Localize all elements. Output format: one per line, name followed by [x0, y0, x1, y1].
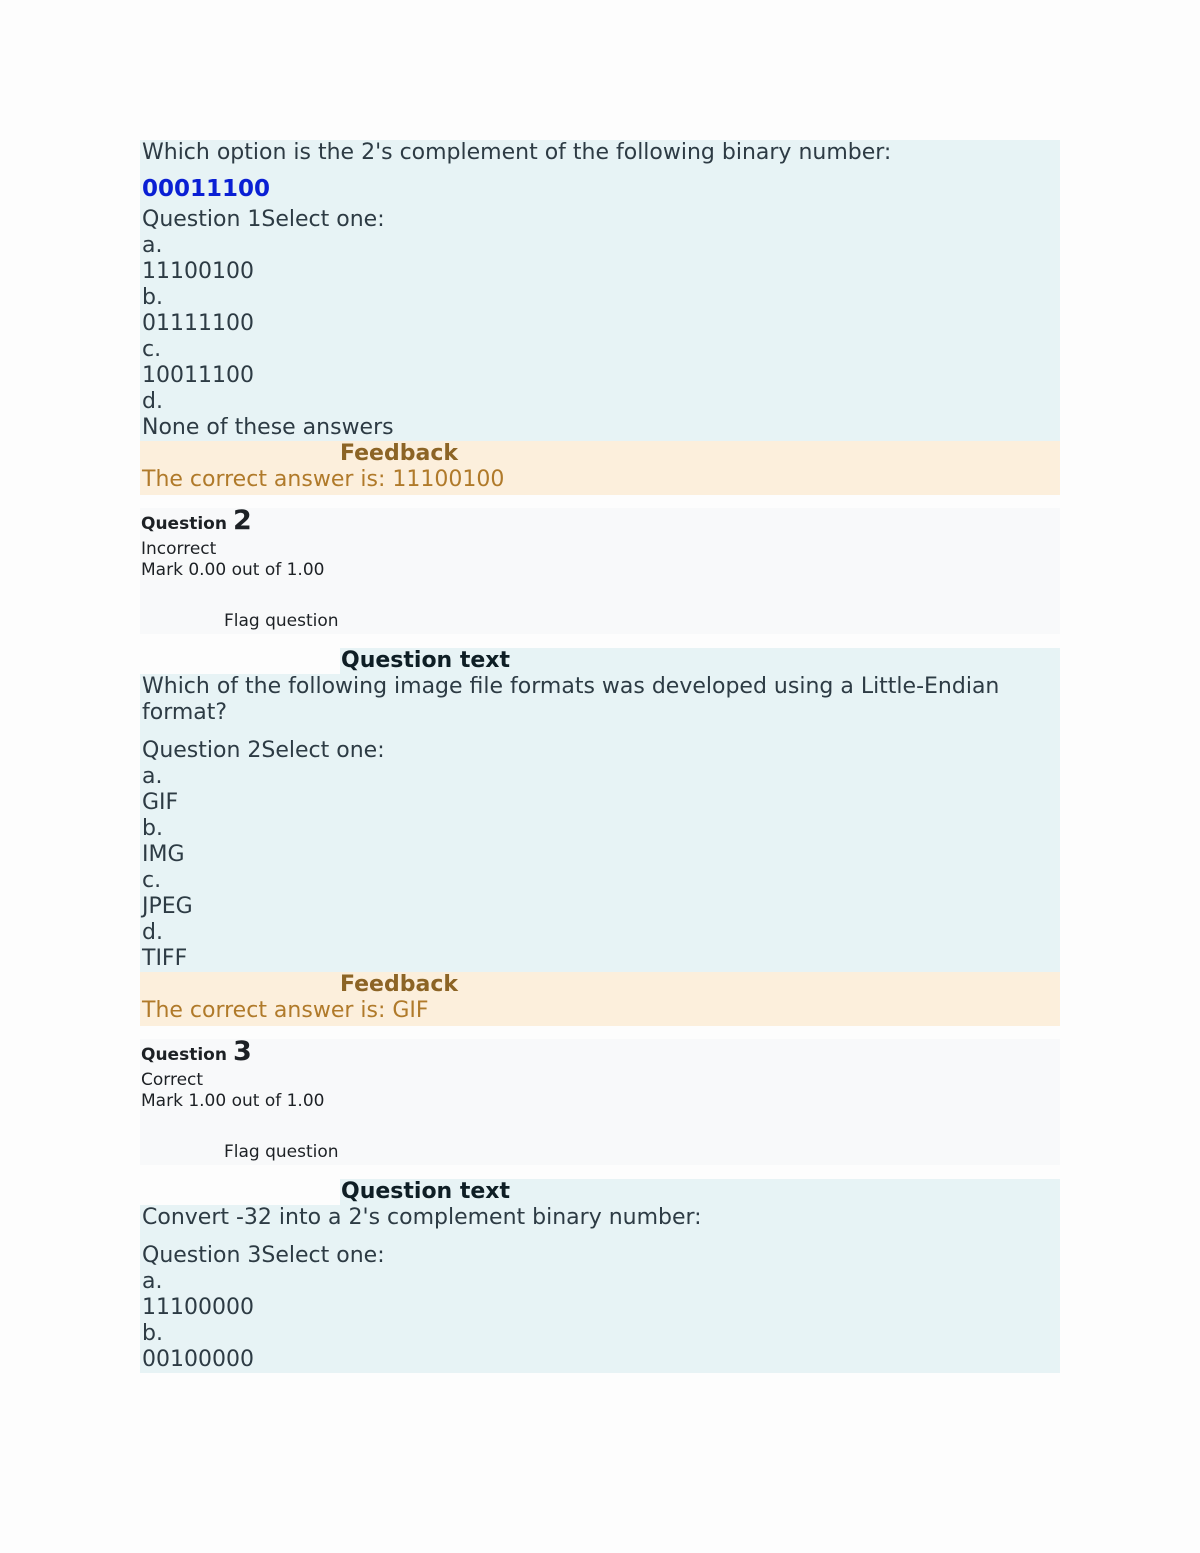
spacer — [142, 726, 1058, 738]
question-1-binary-number: 00011100 — [142, 176, 271, 202]
question-3-option-b-letter[interactable]: b. — [142, 1321, 163, 1346]
question-2-feedback — [140, 972, 1060, 1026]
question-3-label: Question — [141, 1045, 227, 1065]
question-2-info — [140, 505, 1060, 634]
question-2-prompt-line-1: Which of the following image file formats was developed using a Little-Endian — [142, 674, 1000, 699]
question-2-option-d-value[interactable]: TIFF — [142, 946, 188, 971]
question-3-prompt: Convert -32 into a 2's complement binary number: — [142, 1205, 702, 1230]
question-2-label: Question — [141, 514, 227, 534]
question-1-prompt: Which option is the 2's complement of the following binary number: — [142, 140, 892, 165]
question-2-option-d-letter[interactable]: d. — [142, 920, 163, 945]
question-3-select-label: Question 3Select one: — [142, 1243, 385, 1268]
question-3-number: 3 — [232, 1036, 252, 1067]
question-3-option-a-letter[interactable]: a. — [142, 1269, 163, 1294]
question-2-grade: Mark 0.00 out of 1.00 — [141, 560, 325, 580]
question-2-feedback-text: The correct answer is: GIF — [142, 998, 429, 1023]
question-1-option-c-value[interactable]: 10011100 — [142, 363, 254, 388]
question-3-flag-link[interactable]: Flag question — [224, 1142, 339, 1162]
question-2-text-heading-label: Question text — [341, 648, 511, 673]
question-3-text-heading — [340, 1179, 1060, 1205]
quiz-review-page — [140, 140, 1060, 1373]
question-2-flag-link[interactable]: Flag question — [224, 611, 339, 631]
question-2-content — [140, 674, 1060, 972]
question-3-info — [140, 1036, 1060, 1165]
question-3-grade: Mark 1.00 out of 1.00 — [141, 1091, 325, 1111]
question-1-option-b-letter[interactable]: b. — [142, 285, 163, 310]
question-1-option-a-value[interactable]: 11100100 — [142, 259, 254, 284]
question-2-text-heading — [340, 648, 1060, 674]
question-2-prompt-line-2: format? — [142, 700, 228, 725]
question-3-option-a-value[interactable]: 11100000 — [142, 1295, 254, 1320]
question-1-option-d-value[interactable]: None of these answers — [142, 415, 394, 440]
question-2-state: Incorrect — [141, 539, 217, 559]
question-3-option-b-value[interactable]: 00100000 — [142, 1347, 254, 1372]
question-2-option-b-letter[interactable]: b. — [142, 816, 163, 841]
question-2-option-a-letter[interactable]: a. — [142, 764, 163, 789]
question-2-option-b-value[interactable]: IMG — [142, 842, 185, 867]
question-1-option-b-value[interactable]: 01111100 — [142, 311, 254, 336]
question-1-feedback-heading: Feedback — [340, 441, 458, 466]
question-2-option-c-letter[interactable]: c. — [142, 868, 162, 893]
question-2-option-a-value[interactable]: GIF — [142, 790, 179, 815]
question-3-state: Correct — [141, 1070, 204, 1090]
spacer — [142, 1231, 1058, 1243]
question-1-option-d-letter[interactable]: d. — [142, 389, 163, 414]
question-1-option-c-letter[interactable]: c. — [142, 337, 162, 362]
question-1-feedback-text: The correct answer is: 11100100 — [142, 467, 505, 492]
question-1-content — [140, 140, 1060, 441]
question-1-feedback — [140, 441, 1060, 495]
question-1-select-label: Question 1Select one: — [142, 207, 385, 232]
question-3-number-row — [141, 1036, 252, 1067]
question-2-option-c-value[interactable]: JPEG — [142, 894, 193, 919]
question-2-number-row — [141, 505, 252, 536]
question-1-option-a-letter[interactable]: a. — [142, 233, 163, 258]
question-2-select-label: Question 2Select one: — [142, 738, 385, 763]
question-3-content — [140, 1205, 1060, 1373]
question-3-text-heading-label: Question text — [341, 1179, 511, 1204]
question-2-number: 2 — [232, 505, 252, 536]
question-2-feedback-heading: Feedback — [340, 972, 458, 997]
